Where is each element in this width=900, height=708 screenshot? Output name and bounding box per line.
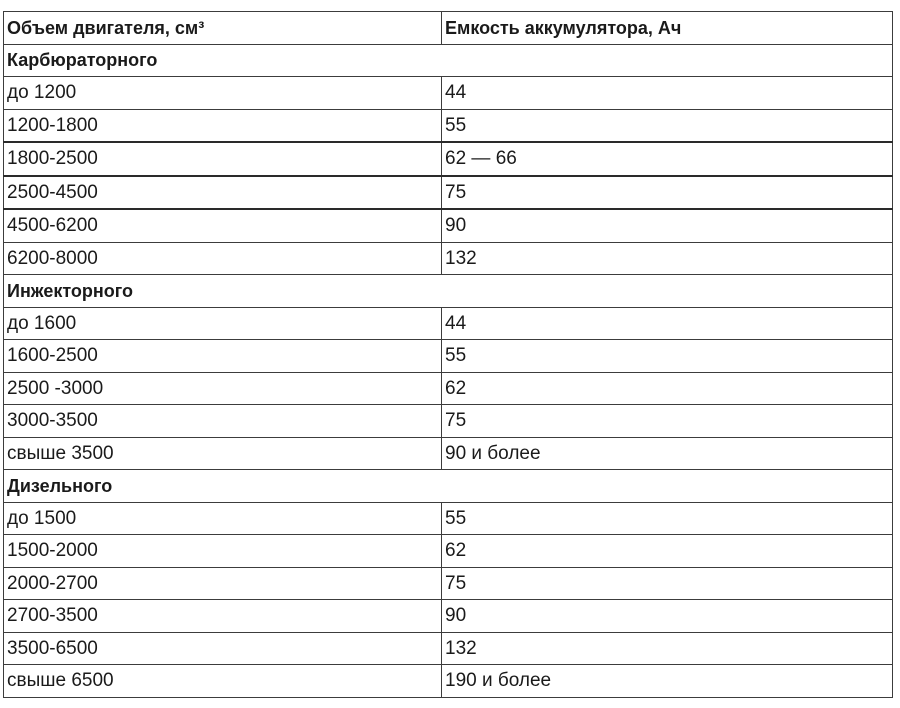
group-title: Инжекторного — [4, 275, 893, 308]
table-body — [4, 44, 893, 697]
cell-volume: 4500-6200 — [4, 209, 442, 242]
cell-capacity: 44 — [442, 307, 893, 340]
header-engine-volume: Объем двигателя, см³ — [4, 12, 442, 45]
cell-volume: 3000-3500 — [4, 405, 442, 438]
table-row — [4, 242, 893, 275]
cell-capacity: 132 — [442, 632, 893, 665]
cell-capacity: 75 — [442, 405, 893, 438]
table-row — [4, 632, 893, 665]
table-row — [4, 502, 893, 535]
table-row — [4, 307, 893, 340]
cell-capacity: 55 — [442, 502, 893, 535]
cell-volume: до 1500 — [4, 502, 442, 535]
cell-volume: 3500-6500 — [4, 632, 442, 665]
table-row — [4, 567, 893, 600]
table-row — [4, 600, 893, 633]
table-header-row — [4, 12, 893, 45]
cell-volume: 2700-3500 — [4, 600, 442, 633]
table-row — [4, 372, 893, 405]
table-row — [4, 535, 893, 568]
cell-volume: 1500-2000 — [4, 535, 442, 568]
cell-capacity: 90 — [442, 209, 893, 242]
cell-volume: 1600-2500 — [4, 340, 442, 373]
cell-capacity: 55 — [442, 109, 893, 142]
cell-volume: 2500 -3000 — [4, 372, 442, 405]
cell-capacity: 90 — [442, 600, 893, 633]
table-row — [4, 405, 893, 438]
table-row — [4, 77, 893, 110]
table-row — [4, 437, 893, 470]
cell-volume: 1800-2500 — [4, 142, 442, 176]
cell-capacity: 62 — [442, 535, 893, 568]
table-row — [4, 109, 893, 142]
group-title: Карбюраторного — [4, 44, 893, 77]
cell-capacity: 62 — [442, 372, 893, 405]
cell-volume: 2500-4500 — [4, 176, 442, 210]
cell-volume: 2000-2700 — [4, 567, 442, 600]
cell-volume: свыше 6500 — [4, 665, 442, 698]
group-row-injector — [4, 275, 893, 308]
cell-capacity: 190 и более — [442, 665, 893, 698]
cell-capacity: 132 — [442, 242, 893, 275]
battery-capacity-table — [3, 11, 893, 698]
cell-volume: 1200-1800 — [4, 109, 442, 142]
group-row-carburetor — [4, 44, 893, 77]
header-battery-capacity: Емкость аккумулятора, Ач — [442, 12, 893, 45]
table-row — [4, 142, 893, 176]
cell-capacity: 75 — [442, 567, 893, 600]
table-row — [4, 176, 893, 210]
cell-capacity: 44 — [442, 77, 893, 110]
cell-capacity: 55 — [442, 340, 893, 373]
table-row — [4, 209, 893, 242]
table-row — [4, 340, 893, 373]
cell-volume: 6200-8000 — [4, 242, 442, 275]
table-row — [4, 665, 893, 698]
cell-volume: до 1200 — [4, 77, 442, 110]
battery-capacity-table-container — [3, 11, 892, 698]
group-row-diesel — [4, 470, 893, 503]
cell-volume: свыше 3500 — [4, 437, 442, 470]
cell-capacity: 90 и более — [442, 437, 893, 470]
group-title: Дизельного — [4, 470, 893, 503]
cell-volume: до 1600 — [4, 307, 442, 340]
cell-capacity: 75 — [442, 176, 893, 210]
cell-capacity: 62 — 66 — [442, 142, 893, 176]
